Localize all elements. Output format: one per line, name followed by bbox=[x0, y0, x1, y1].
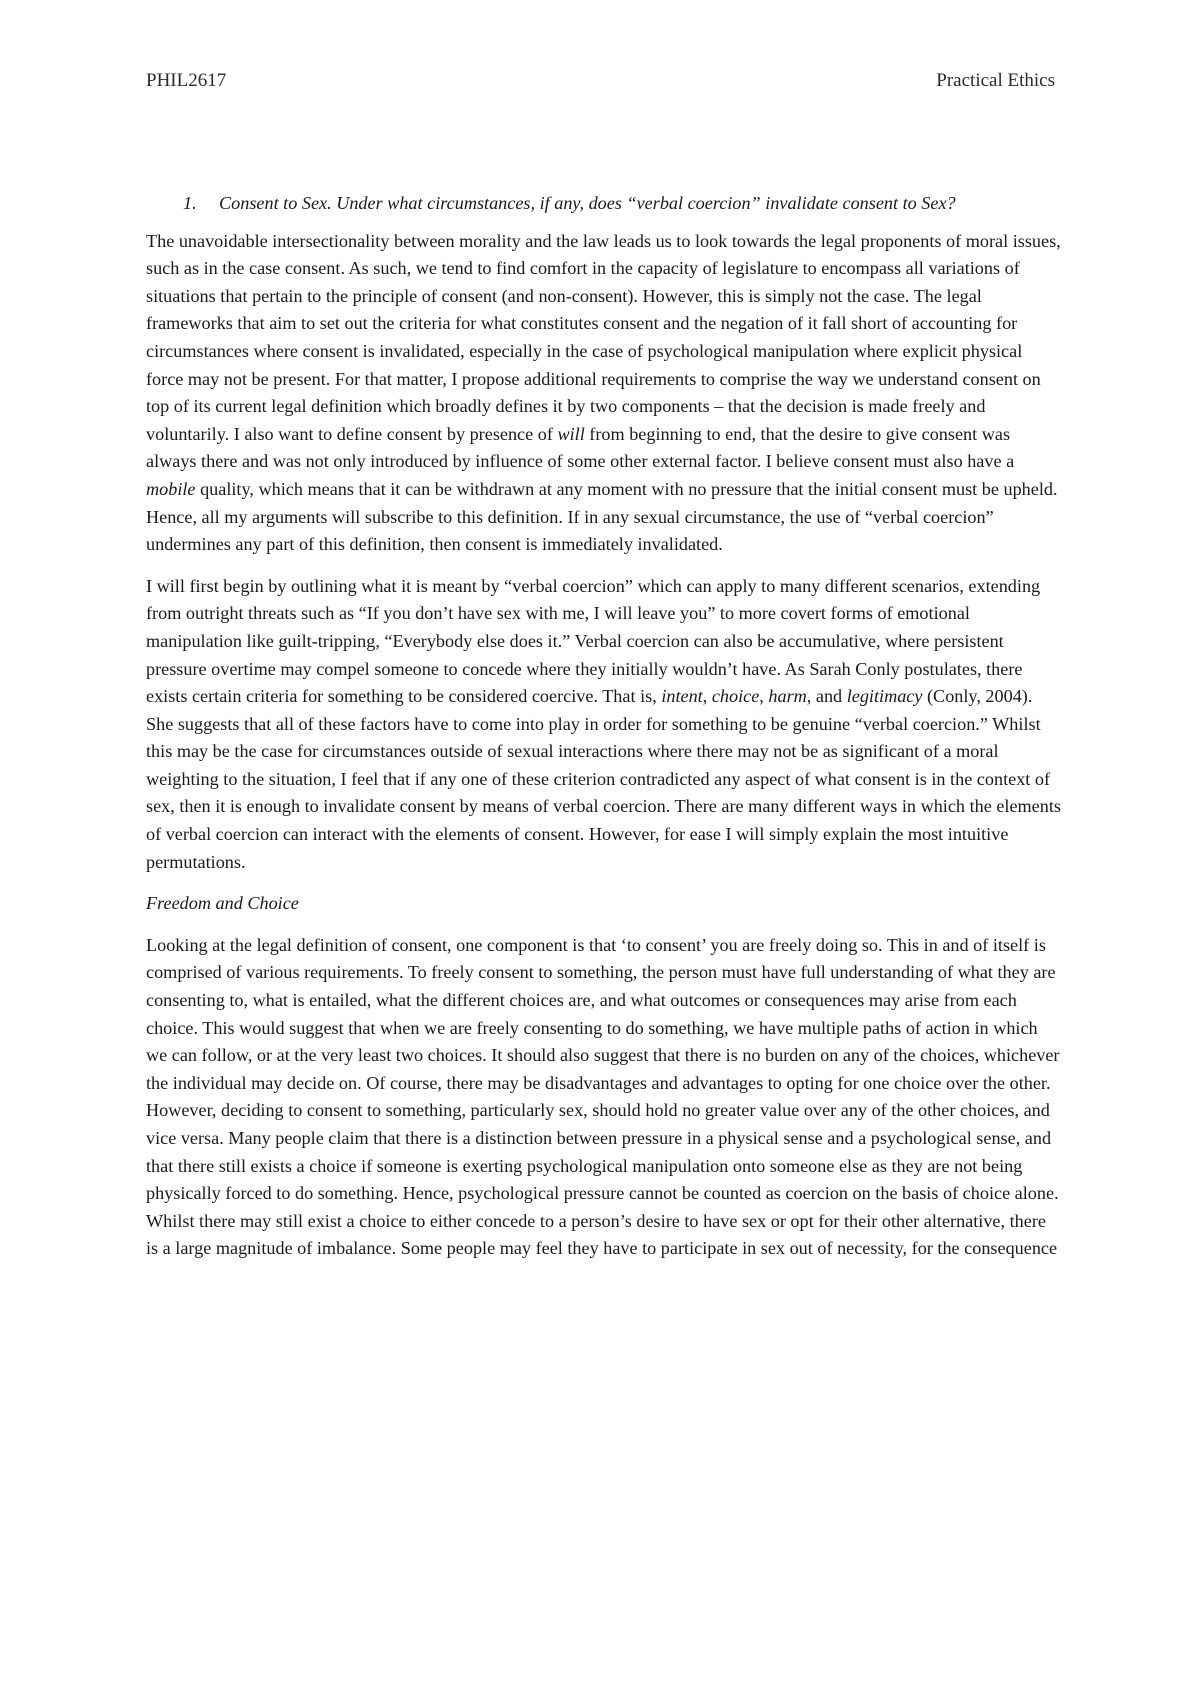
emphasis-text: will bbox=[557, 423, 585, 444]
emphasis-text: mobile bbox=[146, 478, 196, 499]
course-code: PHIL2617 bbox=[146, 70, 227, 91]
essay-question bbox=[146, 190, 1062, 218]
paragraph-verbal-coercion bbox=[146, 573, 1062, 877]
page-header bbox=[146, 70, 1055, 92]
paragraph-text: The unavoidable intersectionality between morality and the law leads us to look towards the legal proponents of moral issues, such as in the case consent. As such, we tend to find comfort in the capacity of legislature to encompass all variations of situations that pertain to the principle of consent (and non-consent). However, this is simply not the case. The legal frameworks that aim to set out the criteria for what constitutes consent and the negation of it fall short of accounting for circumstances where consent is invalidated, especially in the case of psychological manipulation where explicit physical force may not be present. For that matter, I propose additional requirements to comprise the way we understand consent on top of its current legal definition which broadly defines it by two components – that the decision is made freely and voluntarily. I also want to define consent by presence of bbox=[146, 230, 1061, 444]
question-text: Consent to Sex. Under what circumstances, if any, does “verbal coercion” invalidate consent to Sex? bbox=[219, 193, 956, 213]
paragraph-text: quality, which means that it can be withdrawn at any moment with no pressure that the initial consent must be upheld. Hence, all my arguments will subscribe to this definition. If in any sexual circumstance, the use of “verbal coercion” undermines any part of this definition, then consent is immediately invalidated. bbox=[146, 478, 1058, 555]
paragraph-text: I will first begin by outlining what it is meant by “verbal coercion” which can apply to many different scenarios, extending from outright threats such as “If you don’t have sex with me, I will leave you” to more covert forms of emotional manipulation like guilt-tripping, “Everybody else does it.” Verbal coercion can also be accumulative, where persistent pressure overtime may compel someone to concede where they initially wouldn’t have. As Sarah Conly postulates, there exists certain criteria for something to be considered coercive. That is, bbox=[146, 575, 1041, 707]
paragraph-text: and bbox=[811, 686, 847, 707]
emphasis-text: legitimacy bbox=[846, 686, 923, 707]
course-title: Practical Ethics bbox=[936, 70, 1055, 91]
section-heading: Freedom and Choice bbox=[146, 893, 299, 914]
paragraph-introduction bbox=[146, 228, 1062, 559]
emphasis-text: intent, choice, harm, bbox=[661, 686, 812, 707]
paragraph-text: from beginning to end, that the desire to give consent was always there and was not only introduced by influence of some other external factor. I believe consent must also have a bbox=[146, 423, 1015, 472]
paragraph-freedom-and-choice: Looking at the legal definition of consent, one component is that ‘to consent’ you are freely doing so. This in and of itself is comprised of various requirements. To freely consent to something, the person must have full understanding of what they are consenting to, what is entailed, what the different choices are, and what outcomes or consequences may arise from each choice. This would suggest that when we are freely consenting to do something, we have multiple paths of action in which we can follow, or at the very least two choices. It should also suggest that there is no burden on any of the choices, whichever the individual may decide on. Of course, there may be disadvantages and advantages to opting for one choice over the other. However, deciding to consent to something, particularly sex, should hold no greater value over any of the other choices, and vice versa. Many people claim that there is a distinction between pressure in a physical sense and a psychological sense, and that there still exists a choice if someone is exerting psychological manipulation onto someone else as they are not being physically forced to do something. Hence, psychological pressure cannot be counted as coercion on the basis of choice alone. Whilst there may still exist a choice to either concede to a person’s desire to have sex or opt for their other alternative, there is a large magnitude of imbalance. Some people may feel they have to participate in sex out of necessity, for the consequence bbox=[146, 934, 1060, 1259]
document-body bbox=[146, 190, 1062, 1277]
paragraph-text: (Conly, 2004). She suggests that all of these factors have to come into play in order for something to be genuine “verbal coercion.” Whilst this may be the case for circumstances outside of sexual interactions where there may not be as significant of a moral weighting to the situation, I feel that if any one of these criterion contradicted any aspect of what consent is in the context of sex, then it is enough to invalidate consent by means of verbal coercion. There are many different ways in which the elements of verbal coercion can interact with the elements of consent. However, for ease I will simply explain the most intuitive permutations. bbox=[146, 686, 1061, 872]
question-number: 1. bbox=[183, 193, 197, 213]
